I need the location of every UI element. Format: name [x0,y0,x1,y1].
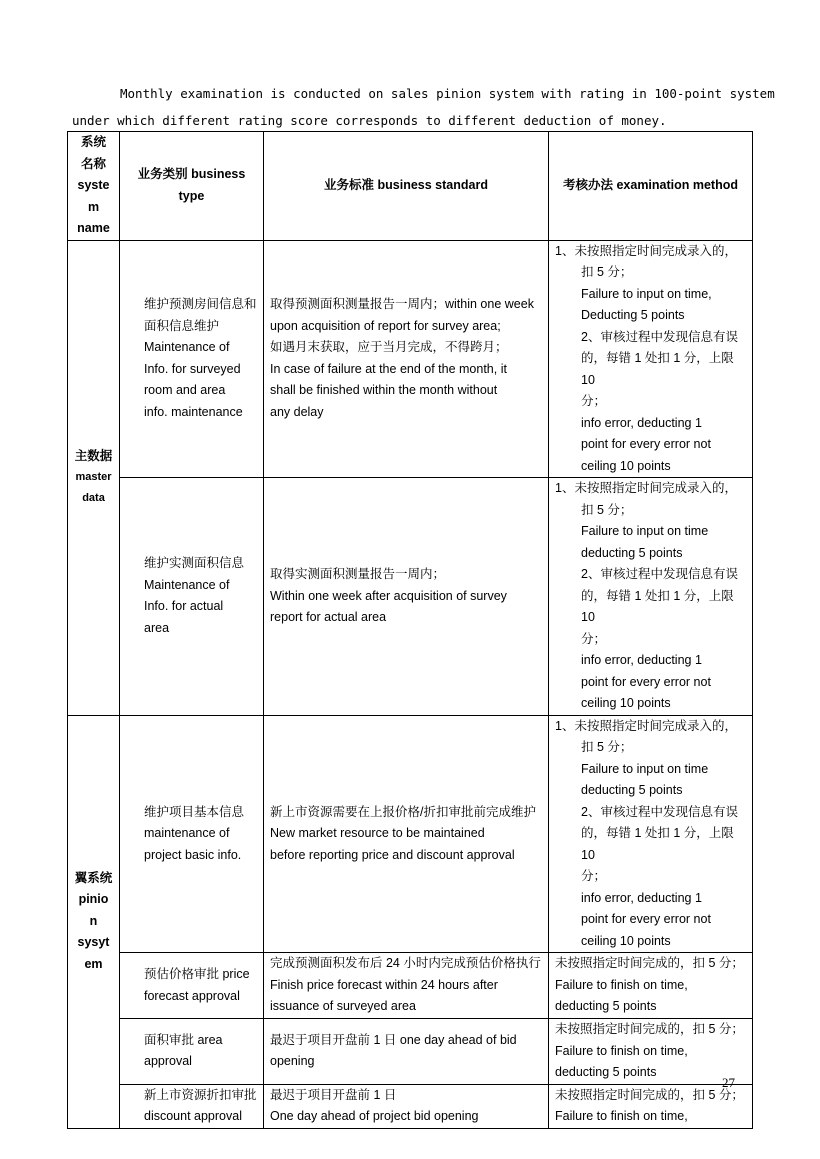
method-line: 分； [581,394,607,408]
business-type-line: 维护实测面积信息 [144,556,245,571]
business-type-cell [120,953,264,1019]
header-system-line: 名称 [80,156,106,171]
system-label: 主数据 [74,448,113,463]
business-type-cell [120,240,264,478]
method-line: point for every error not [581,437,711,451]
standard-line: One day ahead of project bid opening [270,1109,479,1123]
table-row [68,240,753,478]
business-standard-cell [264,478,549,716]
business-type-line: 维护预测房间信息和 [144,297,257,312]
method-line: ceiling 10 points [581,933,671,948]
header-system-line: syste [77,178,110,192]
method-line: point for every error not [581,674,711,689]
standard-line: shall be finished within the month without [270,383,498,398]
intro-line-2: under which different rating score corresponds to different deduction of money. [72,113,667,128]
standard-line: before reporting price and discount approval [270,847,515,862]
intro-line-1: Monthly examination is conducted on sales pinion system with rating in 100-point system [120,86,775,101]
standard-line: New market resource to be maintained [270,826,485,840]
method-line: 1、未按照指定时间完成录入的， [555,481,737,495]
standard-line: issuance of surveyed area [270,999,416,1014]
standard-line: any delay [270,404,324,419]
method-line: deducting 5 points [581,783,683,797]
header-business-standard: 业务标准 business standard [264,132,549,241]
business-type-line: room and area [144,383,226,398]
method-line: 分； [581,869,607,883]
method-line: 2、审核过程中发现信息有误 [581,329,738,344]
standard-line: 最迟于项目开盘前 1 日 one day ahead of bid [270,1032,517,1047]
system-cell-pinion-system [68,715,120,1128]
examination-method-cell [549,715,753,953]
standard-line: opening [270,1054,315,1069]
standard-line: report for actual area [270,610,387,624]
method-line: 扣 5 分； [581,265,633,279]
system-label: 翼系统 [74,870,113,885]
business-type-cell [120,1084,264,1128]
standard-line: 如遇月末获取，应于当月完成，不得跨月； [270,340,508,355]
method-line: Failure to finish on time, [555,977,688,992]
header-system-name [68,132,120,241]
business-type-line: Maintenance of [144,577,230,592]
method-line: 未按照指定时间完成的，扣 5 分； [555,1022,744,1036]
method-line: 未按照指定时间完成的，扣 5 分； [555,956,744,971]
table-header-row [68,132,753,241]
header-system-line: name [77,221,110,235]
method-line: Deducting 5 points [581,308,685,322]
method-line: point for every error not [581,912,711,926]
system-label: sysyt [77,935,110,950]
table-row [68,1084,753,1128]
method-line: 扣 5 分； [581,502,633,517]
header-business-type [120,132,264,241]
business-type-line: 维护项目基本信息 [144,804,245,819]
header-examination-method: 考核办法 examination method [549,132,753,241]
business-standard-cell [264,240,549,478]
method-line: ceiling 10 points [581,696,671,710]
method-line: deducting 5 points [555,1065,657,1079]
system-label: em [84,956,103,971]
business-type-line: discount approval [144,1109,242,1123]
system-label: data [82,492,105,505]
method-line: deducting 5 points [581,545,683,560]
system-cell-master-data [68,240,120,715]
method-line: 分； [581,631,607,646]
business-type-line: 面积审批 area [144,1032,223,1047]
method-line: info error, deducting 1 [581,890,702,905]
method-line: 扣 5 分； [581,740,633,754]
method-line: 1、未按照指定时间完成录入的， [555,243,737,258]
business-type-cell [120,478,264,716]
header-system-line: m [87,199,100,214]
table-row [68,478,753,716]
business-type-line: 预估价格审批 price [144,967,250,981]
examination-method-cell [549,953,753,1019]
business-type-line: project basic info. [144,847,242,862]
method-line: 的，每错 1 处扣 1 分，上限 10 [581,351,734,387]
business-standard-cell [264,1019,549,1085]
page-number: 27 [722,1075,735,1090]
standard-line: Within one week after acquisition of survey [270,588,507,603]
table-row [68,715,753,953]
system-label: pinio [78,892,109,907]
header-business-type-line: type [178,188,205,203]
examination-table [67,131,753,1129]
header-business-type-line: 业务类别 business [137,167,246,182]
method-line: 2、审核过程中发现信息有误 [581,567,738,581]
standard-line: 新上市资源需要在上报价格/折扣审批前完成维护 [270,804,536,819]
method-line: 的，每错 1 处扣 1 分，上限 10 [581,826,734,862]
system-label: master [75,471,112,484]
method-line: ceiling 10 points [581,458,671,473]
business-type-cell [120,715,264,953]
business-type-line: approval [144,1054,192,1069]
business-type-line: maintenance of [144,826,230,840]
business-type-cell [120,1019,264,1085]
examination-method-cell [549,478,753,716]
method-line: deducting 5 points [555,999,657,1014]
business-type-line: Maintenance of [144,340,230,355]
business-type-line: 新上市资源折扣审批 [144,1087,257,1102]
business-type-line: area [144,620,170,635]
standard-line: upon acquisition of report for survey area; [270,318,501,333]
method-line: Failure to finish on time, [555,1109,688,1123]
method-line: info error, deducting 1 [581,653,702,667]
business-type-line: info. maintenance [144,404,243,419]
business-standard-cell [264,715,549,953]
method-line: 2、审核过程中发现信息有误 [581,804,738,819]
standard-line: 完成预测面积发布后 24 小时内完成预估价格执行 [270,956,541,971]
system-label: n [89,913,98,928]
table-row [68,953,753,1019]
method-line: 未按照指定时间完成的，扣 5 分； [555,1087,744,1102]
header-system-line: 系统 [80,135,106,149]
business-type-line: Info. for actual [144,599,224,614]
method-line: Failure to input on time [581,524,709,538]
business-standard-cell [264,1084,549,1128]
method-line: 的，每错 1 处扣 1 分，上限 10 [581,588,734,624]
standard-line: In case of failure at the end of the month, it [270,361,507,376]
business-type-line: Info. for surveyed [144,361,241,376]
standard-line: Finish price forecast within 24 hours after [270,977,498,992]
business-type-line: forecast approval [144,988,240,1003]
method-line: 1、未按照指定时间完成录入的， [555,718,737,733]
standard-line: 取得实测面积测量报告一周内； [270,567,446,581]
examination-method-cell [549,240,753,478]
business-standard-cell [264,953,549,1019]
method-line: Failure to finish on time, [555,1043,688,1058]
method-line: Failure to input on time [581,761,709,776]
standard-line: 取得预测面积测量报告一周内；within one week [270,297,534,312]
table-row [68,1019,753,1085]
method-line: Failure to input on time, [581,286,712,301]
business-type-line: 面积信息维护 [144,318,220,333]
method-line: info error, deducting 1 [581,415,702,430]
standard-line: 最迟于项目开盘前 1 日 [270,1087,397,1102]
